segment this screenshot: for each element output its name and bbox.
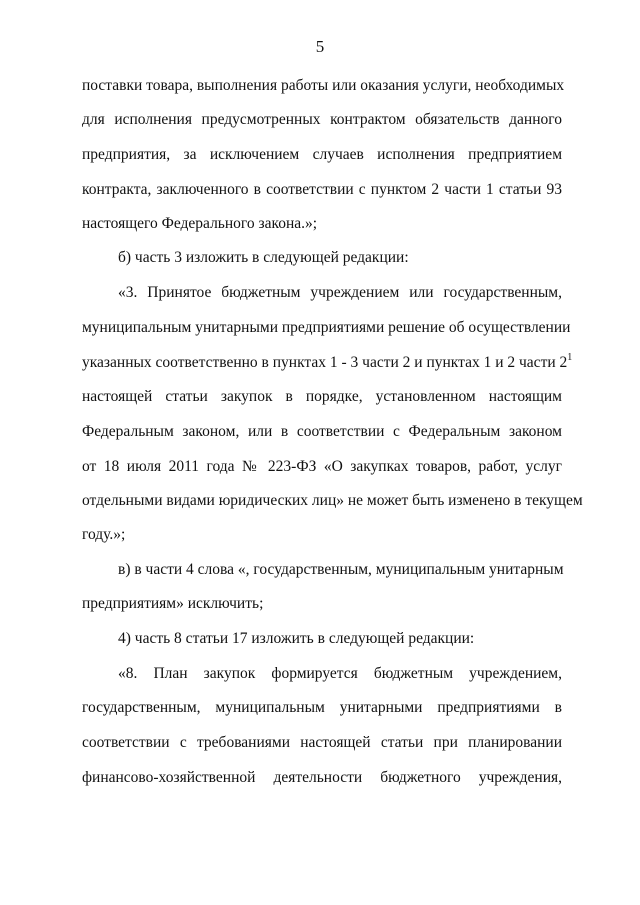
text-line: от 18 июля 2011 года № 223-ФЗ «О закупках товаров, работ, услуг (82, 458, 562, 475)
text-line: «8. План закупок формируется бюджетным учреждением, (118, 665, 562, 682)
text-line: предприятиям» исключить; (82, 595, 264, 612)
text-line: отдельными видами юридических лиц» не может быть изменено в текущем (82, 492, 583, 509)
text-line: предприятия, за исключением случаев исполнения предприятием (82, 146, 562, 163)
text-line: в) в части 4 слова «, государственным, муниципальным унитарным (118, 561, 564, 578)
text-line: соответствии с требованиями настоящей статьи при планировании (82, 734, 562, 751)
text-line: финансово-хозяйственной деятельности бюджетного учреждения, (82, 769, 562, 786)
text-line: настоящего Федерального закона.»; (82, 215, 318, 232)
text-line: государственным, муниципальным унитарными предприятиями в (82, 699, 562, 716)
text-line: 4) часть 8 статьи 17 изложить в следующей редакции: (118, 630, 475, 647)
text-line: поставки товара, выполнения работы или оказания услуги, необходимых (82, 77, 565, 94)
text-line: б) часть 3 изложить в следующей редакции: (118, 249, 409, 266)
text-line: настоящей статьи закупок в порядке, установленном настоящим (82, 388, 562, 405)
superscript: 1 (567, 352, 573, 363)
text-line: Федеральным законом, или в соответствии с Федеральным законом (82, 423, 562, 440)
text-line: году.»; (82, 526, 126, 543)
text-line: муниципальным унитарными предприятиями решение об осуществлении (82, 319, 571, 336)
text-line (82, 352, 573, 374)
page-number: 5 (315, 37, 325, 56)
text-line: «3. Принятое бюджетным учреждением или государственным, (118, 284, 562, 301)
text-line-main: указанных соответственно в пунктах 1 - 3 части 2 и пунктах 1 и 2 части 2 (82, 354, 568, 371)
text-line: для исполнения предусмотренных контрактом обязательств данного (82, 111, 562, 128)
text-line: контракта, заключенного в соответствии с пунктом 2 части 1 статьи 93 (82, 181, 562, 198)
